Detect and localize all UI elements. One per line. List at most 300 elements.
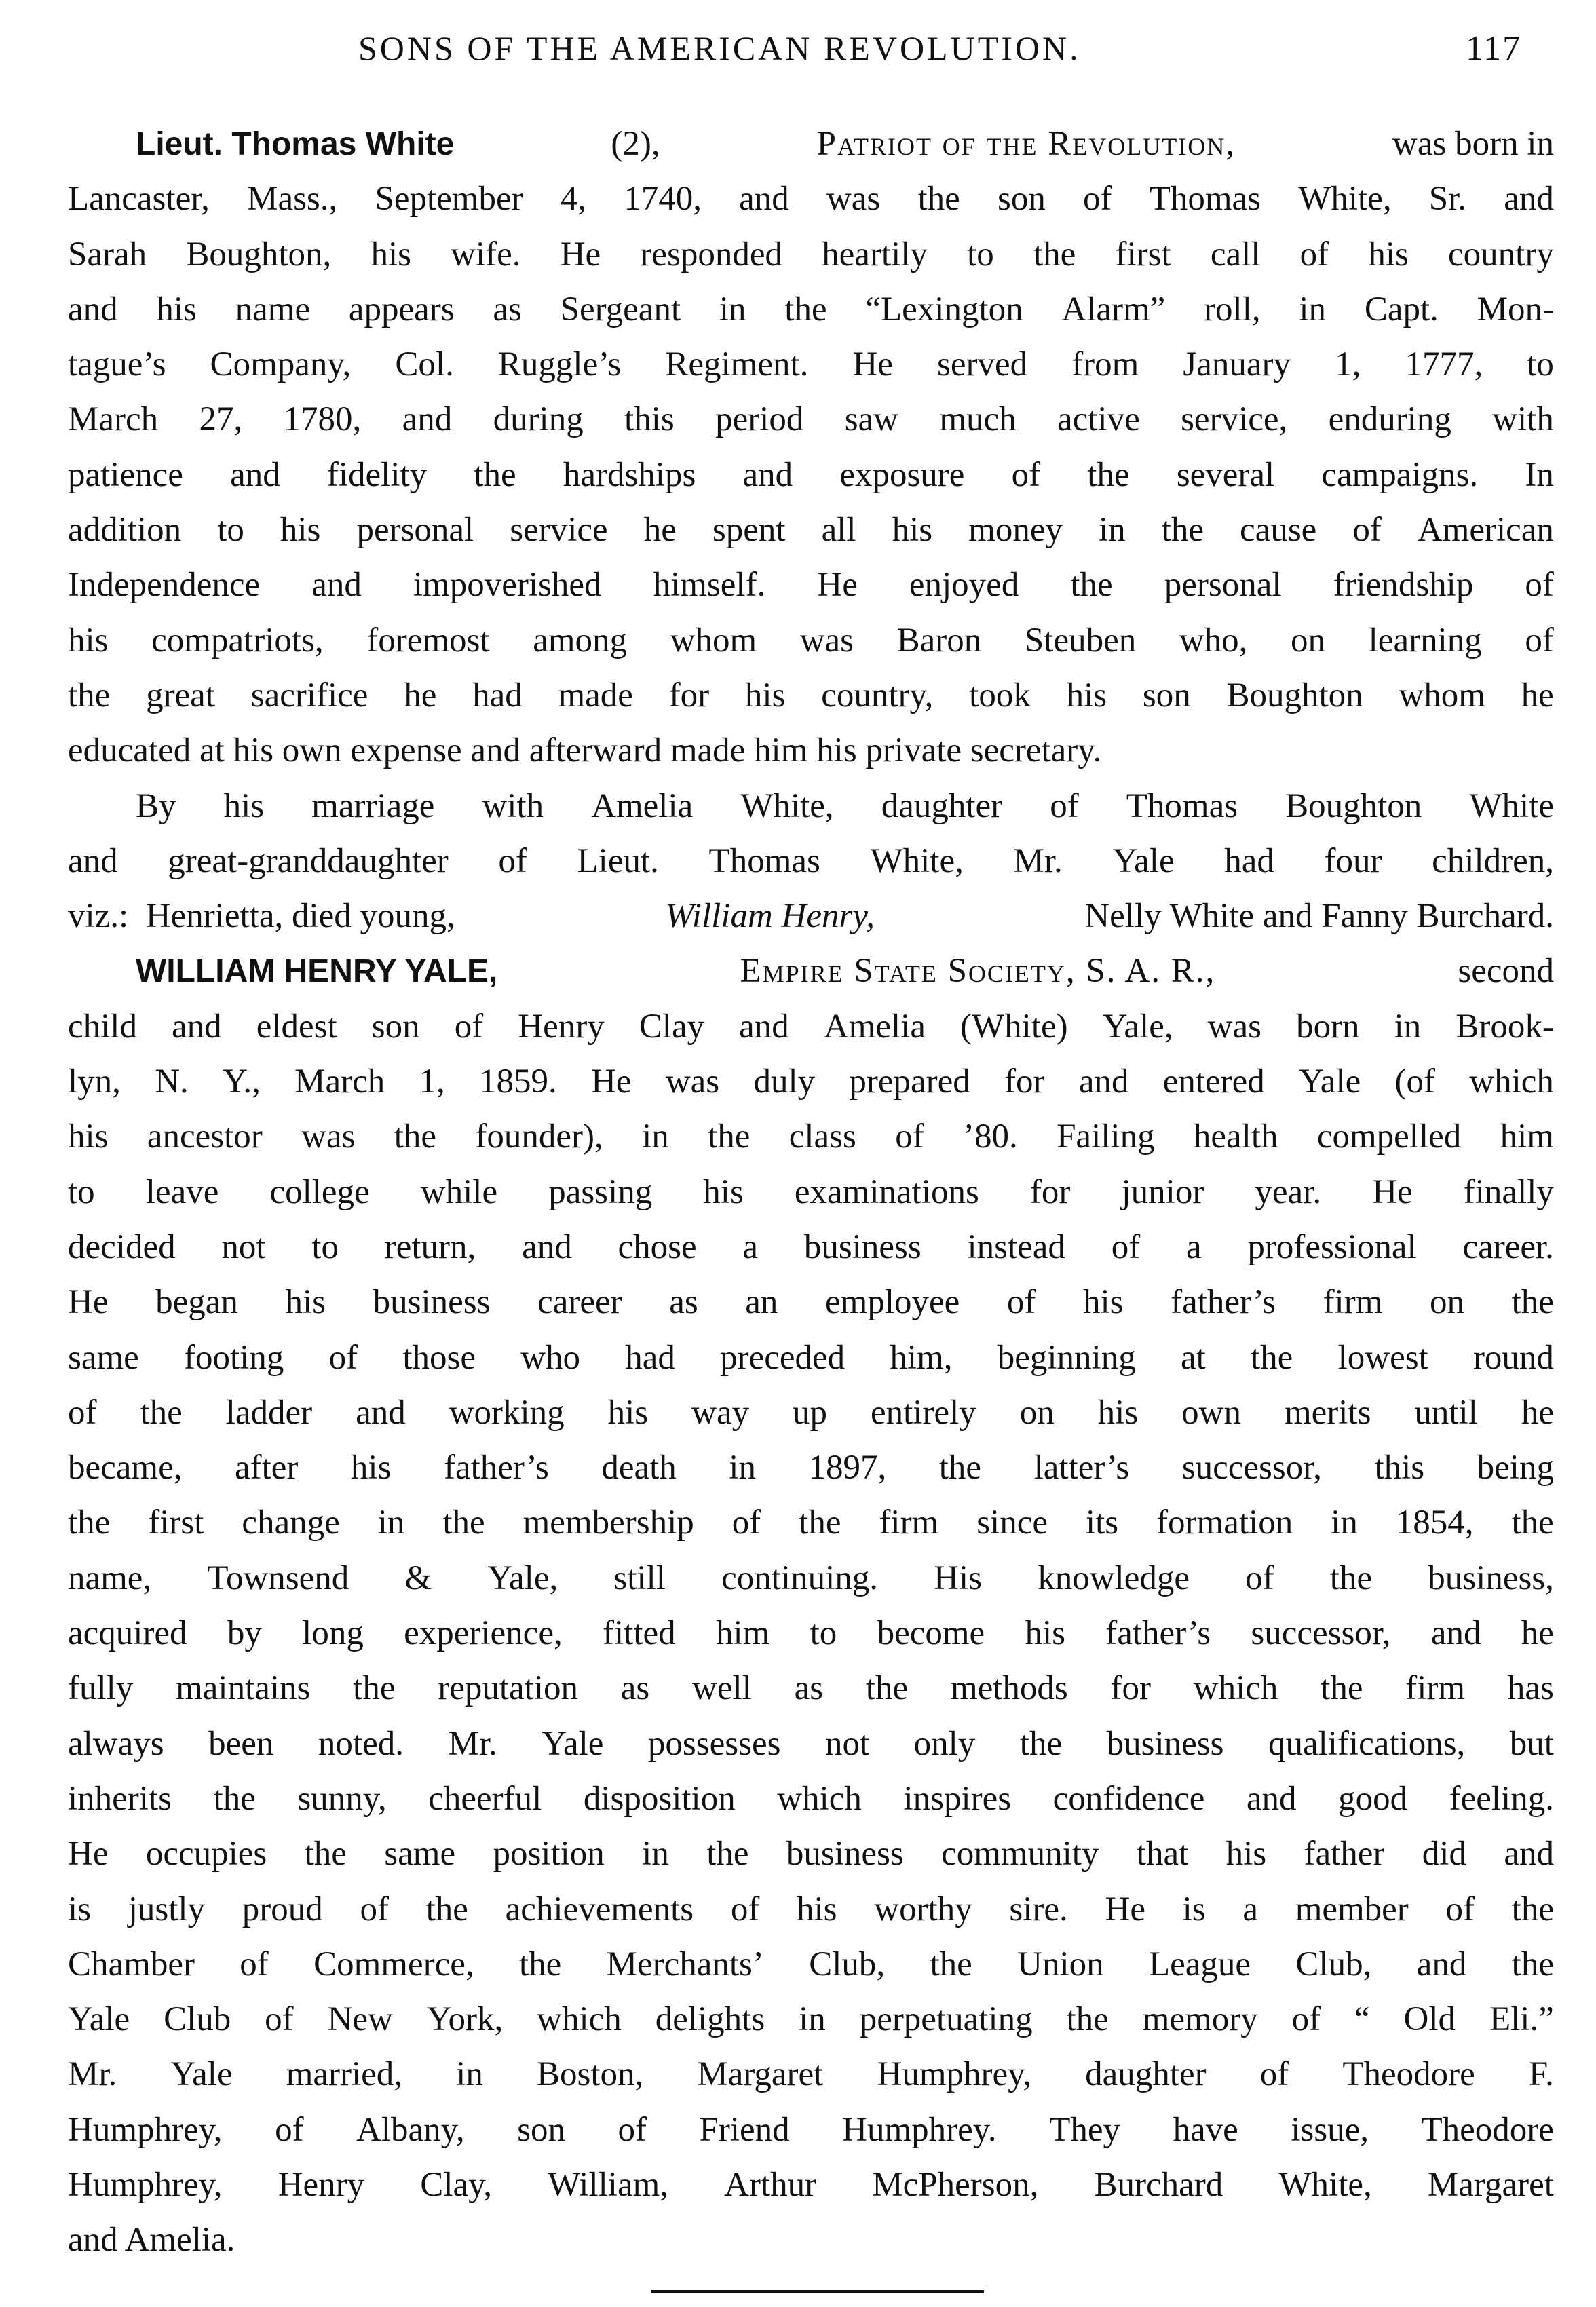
word: Company, <box>210 345 352 384</box>
word: daughter <box>1085 2055 1206 2094</box>
word: They <box>1049 2110 1120 2149</box>
word: the <box>1511 1283 1554 1322</box>
word: Steuben <box>1024 621 1137 660</box>
word: career. <box>1462 1227 1554 1266</box>
word: cause <box>1240 511 1317 550</box>
text-line <box>68 1551 1554 1606</box>
closing-rule <box>651 2290 984 2293</box>
word: at <box>1180 1338 1206 1377</box>
word: Humphrey, <box>68 2110 223 2149</box>
word: noted. <box>318 1724 404 1763</box>
text-line <box>68 1220 1554 1275</box>
word: the <box>1511 1504 1554 1542</box>
children-line <box>68 889 1554 944</box>
word: began <box>155 1283 238 1322</box>
word: among <box>533 621 627 660</box>
word: 1859. <box>479 1063 557 1101</box>
word: firm <box>1405 1669 1466 1708</box>
text-line <box>68 448 1554 503</box>
word: of <box>1299 235 1329 273</box>
word: achievements <box>505 1890 694 1928</box>
word: of <box>328 1338 358 1377</box>
word: in <box>642 1835 669 1873</box>
word: Yale <box>542 1724 604 1763</box>
word: on <box>1291 621 1326 660</box>
word: become <box>877 1614 985 1653</box>
word: Brook- <box>1456 1007 1554 1046</box>
word: Mr. <box>68 2055 117 2094</box>
word: and <box>311 566 362 605</box>
word: He <box>560 235 601 273</box>
word: reputation <box>438 1669 579 1708</box>
text-line <box>68 503 1554 558</box>
word: Boughton <box>1285 786 1422 825</box>
text-line <box>68 1661 1554 1716</box>
word: the <box>784 290 827 328</box>
word: with <box>1492 400 1554 439</box>
word: which <box>537 2000 622 2039</box>
word: Townsend <box>207 1559 349 1597</box>
word: after <box>234 1449 299 1487</box>
entry-society: Empire State Society, S. A. R., <box>740 952 1216 991</box>
word: Humphrey, <box>68 2165 223 2204</box>
word: 27, <box>199 400 243 439</box>
word: business, <box>1428 1559 1554 1597</box>
word: His <box>934 1559 983 1597</box>
word: lyn, <box>68 1063 121 1101</box>
word: for <box>668 676 710 714</box>
word: the <box>1329 1559 1373 1597</box>
word: 4, <box>560 180 587 218</box>
word: his <box>1025 1614 1065 1653</box>
text-line <box>68 1165 1554 1220</box>
word: Yale, <box>1102 1007 1173 1046</box>
word: Mr. <box>448 1724 497 1763</box>
word: Margaret <box>1427 2165 1554 2204</box>
word: way <box>691 1393 750 1432</box>
word: prepared <box>849 1063 970 1101</box>
word: Mr. <box>1013 841 1063 880</box>
word: Baron <box>896 621 982 660</box>
word: but <box>1509 1724 1554 1763</box>
word: son <box>517 2110 565 2149</box>
word: Commerce, <box>314 1945 474 1983</box>
word: career <box>537 1283 622 1322</box>
word: professional <box>1247 1227 1417 1266</box>
word: worthy <box>874 1890 972 1928</box>
word: January <box>1183 345 1291 384</box>
word: active <box>1057 400 1140 439</box>
word: White, <box>1278 2165 1372 2204</box>
word: business <box>1106 1724 1224 1763</box>
word: Mon- <box>1477 290 1554 328</box>
word: did <box>1422 1835 1466 1873</box>
word: his <box>607 1393 649 1432</box>
word: issue, <box>1291 2110 1369 2149</box>
word: friendship <box>1333 566 1474 605</box>
word: country <box>1448 235 1554 273</box>
word: the <box>930 1945 972 1983</box>
word: service, <box>1181 400 1288 439</box>
word: the <box>1087 455 1130 494</box>
word: campaigns. <box>1321 455 1479 494</box>
word: born <box>1296 1007 1360 1046</box>
word: of <box>730 1890 760 1928</box>
word: community <box>941 1835 1099 1873</box>
page-header <box>0 28 1596 83</box>
word: great <box>146 676 215 714</box>
word: being <box>1477 1449 1554 1487</box>
page-number: 117 <box>1466 29 1522 68</box>
word: Amelia <box>591 786 694 825</box>
word: eldest <box>256 1007 337 1046</box>
word: Thomas <box>708 841 820 880</box>
word: lowest <box>1337 1338 1428 1377</box>
word: period <box>715 400 804 439</box>
word: same <box>68 1338 139 1377</box>
word: to <box>311 1227 339 1266</box>
word: knowledge <box>1038 1559 1190 1597</box>
word: of <box>240 1945 269 1983</box>
text-line <box>68 1441 1554 1495</box>
word: Eli.” <box>1489 2000 1554 2039</box>
word: call <box>1210 235 1261 273</box>
word: 1740, <box>624 180 702 218</box>
word: was <box>665 1063 720 1101</box>
word: college <box>269 1172 370 1211</box>
word: Chamber <box>68 1945 195 1983</box>
word: employee <box>825 1283 960 1322</box>
text-line <box>68 227 1554 282</box>
word: Club <box>164 2000 231 2039</box>
word: for <box>1004 1063 1045 1101</box>
word: his <box>1066 676 1107 714</box>
word: sire. <box>1009 1890 1068 1928</box>
word: on <box>1430 1283 1464 1322</box>
word: Boston, <box>536 2055 644 2094</box>
word: the <box>425 1890 468 1928</box>
word: Union <box>1017 1945 1104 1983</box>
word: which <box>1469 1063 1554 1101</box>
word: Ruggle’s <box>497 345 622 384</box>
word: Capt. <box>1364 290 1439 328</box>
word: was <box>799 621 854 660</box>
word: Boughton, <box>186 235 332 273</box>
word: in <box>377 1504 405 1542</box>
word: inspires <box>903 1779 1012 1818</box>
word: He <box>852 345 893 384</box>
word: 1854, <box>1395 1504 1474 1542</box>
word: business <box>373 1283 491 1322</box>
word: had <box>472 676 522 714</box>
word: during <box>493 400 584 439</box>
word: and <box>1504 180 1554 218</box>
word: he <box>1521 1393 1554 1432</box>
word: White, <box>740 786 834 825</box>
text-line <box>68 558 1554 613</box>
word: confidence <box>1052 1779 1205 1818</box>
word: the <box>1320 1669 1363 1708</box>
word: “ <box>1354 2000 1370 2039</box>
word: always <box>68 1724 164 1763</box>
word: and <box>1430 1614 1481 1653</box>
word: well <box>692 1669 752 1708</box>
word: Friend <box>699 2110 790 2149</box>
word: personal <box>1164 566 1282 605</box>
word: fitted <box>603 1614 676 1653</box>
word: have <box>1173 2110 1238 2149</box>
word: foremost <box>366 621 490 660</box>
word: first <box>1115 235 1171 273</box>
word: and <box>356 1393 406 1432</box>
word: all <box>821 511 856 550</box>
word: Theodore <box>1342 2055 1475 2094</box>
word: Yale <box>1112 841 1175 880</box>
word: of <box>1006 1283 1036 1322</box>
word: He <box>68 1283 109 1322</box>
running-title: SONS OF THE AMERICAN REVOLUTION. <box>358 29 1081 67</box>
entry-name: WILLIAM HENRY YALE, <box>136 953 498 990</box>
word: leave <box>145 1172 219 1211</box>
word: the <box>706 1835 749 1873</box>
word: the <box>1066 2000 1109 2039</box>
children-text-after: Nelly White and Fanny Burchard. <box>1084 897 1554 936</box>
word: the <box>1019 1724 1063 1763</box>
text-line <box>68 1937 1554 1992</box>
word: not <box>824 1724 870 1763</box>
word: cheerful <box>428 1779 542 1818</box>
word: footing <box>184 1338 284 1377</box>
word: the <box>68 676 111 714</box>
word: a <box>1242 1890 1258 1928</box>
text-line <box>68 1275 1554 1330</box>
word: in <box>1394 1007 1422 1046</box>
word: appears <box>348 290 455 328</box>
word: his <box>1083 1283 1124 1322</box>
word: the <box>1251 1338 1293 1377</box>
word: in <box>719 290 746 328</box>
word: ladder <box>225 1393 313 1432</box>
word: Yale <box>68 2000 130 2039</box>
word: which <box>777 1779 862 1818</box>
word: of <box>275 2110 304 2149</box>
word: the <box>1161 511 1204 550</box>
text-line <box>68 999 1554 1054</box>
word: in <box>729 1449 756 1487</box>
word: the <box>518 1945 562 1983</box>
word: the <box>1033 235 1076 273</box>
word: Clay <box>639 1007 705 1046</box>
word: McPherson, <box>872 2165 1039 2204</box>
word: return, <box>384 1227 476 1266</box>
word: beginning <box>997 1338 1136 1377</box>
word: Sergeant <box>560 290 681 328</box>
word: and <box>1416 1945 1467 1983</box>
word: son <box>371 1007 420 1046</box>
word: Lancaster, <box>68 180 210 218</box>
word: 1897, <box>808 1449 887 1487</box>
word: still <box>613 1559 666 1597</box>
word: disposition <box>583 1779 736 1818</box>
word: long <box>302 1614 364 1653</box>
word: became, <box>68 1449 183 1487</box>
word: in <box>1331 1504 1358 1542</box>
word: to <box>1527 345 1554 384</box>
word: Mass., <box>247 180 338 218</box>
word: father’s <box>1171 1283 1276 1322</box>
word: position <box>493 1835 605 1873</box>
text-line <box>68 668 1554 723</box>
word: He <box>68 1835 109 1873</box>
word: and <box>742 455 793 494</box>
word: N. <box>155 1063 189 1101</box>
word: Yale, <box>487 1559 558 1597</box>
word: “Lexington <box>865 290 1023 328</box>
word: Henry <box>518 1007 605 1046</box>
word: in <box>456 2055 483 2094</box>
word: and <box>68 841 118 880</box>
word: his <box>744 676 786 714</box>
text-line <box>68 337 1554 392</box>
word: delights <box>655 2000 765 2039</box>
text-line <box>68 613 1554 668</box>
word: children, <box>1432 841 1554 880</box>
word: great-granddaughter <box>168 841 449 880</box>
word: Burchard <box>1094 2165 1223 2204</box>
word: and <box>1504 1835 1554 1873</box>
word: of <box>1525 621 1554 660</box>
word: several <box>1176 455 1275 494</box>
text-line <box>68 172 1554 227</box>
word: He <box>1372 1172 1413 1211</box>
word: instead <box>967 1227 1065 1266</box>
word: for <box>1029 1172 1071 1211</box>
word: an <box>745 1283 778 1322</box>
word: personal <box>356 511 474 550</box>
word: of <box>360 1890 389 1928</box>
word: compelled <box>1316 1118 1462 1156</box>
word: who, <box>1179 621 1248 660</box>
word: and <box>739 1007 789 1046</box>
word: in <box>642 1118 669 1156</box>
word: continuing. <box>721 1559 878 1597</box>
word: on <box>1019 1393 1054 1432</box>
word: as <box>620 1669 650 1708</box>
word: inherits <box>68 1779 172 1818</box>
word: of <box>1083 180 1112 218</box>
word: (White) <box>960 1007 1068 1046</box>
word: Arthur <box>724 2165 817 2204</box>
word: of <box>895 1118 924 1156</box>
word: possesses <box>647 1724 781 1763</box>
word: his <box>350 1449 392 1487</box>
word: Club, <box>1295 1945 1372 1983</box>
word: White <box>1469 786 1554 825</box>
word: duly <box>753 1063 816 1101</box>
word: the <box>917 180 960 218</box>
word: not <box>221 1227 266 1266</box>
text-line <box>68 2103 1554 2158</box>
word: since <box>976 1504 1048 1542</box>
word: memory <box>1142 2000 1258 2039</box>
entry-white-first-line <box>68 117 1554 172</box>
word: Amelia <box>823 1007 926 1046</box>
word: exposure <box>839 455 965 494</box>
word: entirely <box>870 1393 976 1432</box>
word: of <box>1291 2000 1321 2039</box>
word: his <box>1226 1835 1267 1873</box>
word: of <box>1011 455 1041 494</box>
text-line <box>68 1331 1554 1386</box>
text-line <box>68 1109 1554 1164</box>
word: impoverished <box>413 566 602 605</box>
word: and <box>68 290 118 328</box>
text-line <box>68 1717 1554 1772</box>
word: while <box>420 1172 498 1211</box>
word: change <box>242 1504 340 1542</box>
word: latter’s <box>1033 1449 1130 1487</box>
word: same <box>384 1835 456 1873</box>
word: the <box>865 1669 909 1708</box>
word: for <box>1110 1669 1151 1708</box>
word: chose <box>618 1227 697 1266</box>
page-body <box>68 117 1554 2268</box>
word: decided <box>68 1227 176 1266</box>
word: was <box>826 180 881 218</box>
word: and <box>522 1227 572 1266</box>
entry-name: Lieut. Thomas White <box>136 126 455 162</box>
word: occupies <box>145 1835 267 1873</box>
word: in <box>799 2000 826 2039</box>
word: whom <box>670 621 757 660</box>
word: Sarah <box>68 235 147 273</box>
word: He <box>591 1063 632 1101</box>
entry-designation: Patriot of the Revolution, <box>816 125 1236 163</box>
text-line <box>68 1772 1554 1827</box>
word: Yale <box>1299 1063 1361 1101</box>
word: those <box>402 1338 476 1377</box>
word: his <box>1368 235 1409 273</box>
text-line <box>68 1606 1554 1661</box>
children-text-before: viz.: Henrietta, died young, <box>68 897 455 936</box>
word: married, <box>286 2055 403 2094</box>
word: of <box>618 2110 647 2149</box>
word: wife. <box>451 235 521 273</box>
word: 1, <box>419 1063 445 1101</box>
word: him <box>715 1614 770 1653</box>
word: his <box>703 1172 744 1211</box>
word: of <box>68 1393 97 1432</box>
word: the <box>442 1504 485 1542</box>
word: tague’s <box>68 345 166 384</box>
word: firm <box>879 1504 939 1542</box>
word: the <box>304 1835 347 1873</box>
word: the <box>140 1393 183 1432</box>
word: Lieut. <box>577 841 659 880</box>
word: of <box>454 1007 484 1046</box>
word: Col. <box>395 345 454 384</box>
word: and <box>1078 1063 1129 1101</box>
word: he <box>404 676 437 714</box>
word: & <box>404 1559 432 1597</box>
word: successor, <box>1181 1449 1322 1487</box>
entry-generation: (2), <box>611 125 660 163</box>
word: responded <box>640 235 782 273</box>
word: March <box>68 400 159 439</box>
word: was <box>301 1118 356 1156</box>
word: He <box>817 566 858 605</box>
word: much <box>939 400 1016 439</box>
